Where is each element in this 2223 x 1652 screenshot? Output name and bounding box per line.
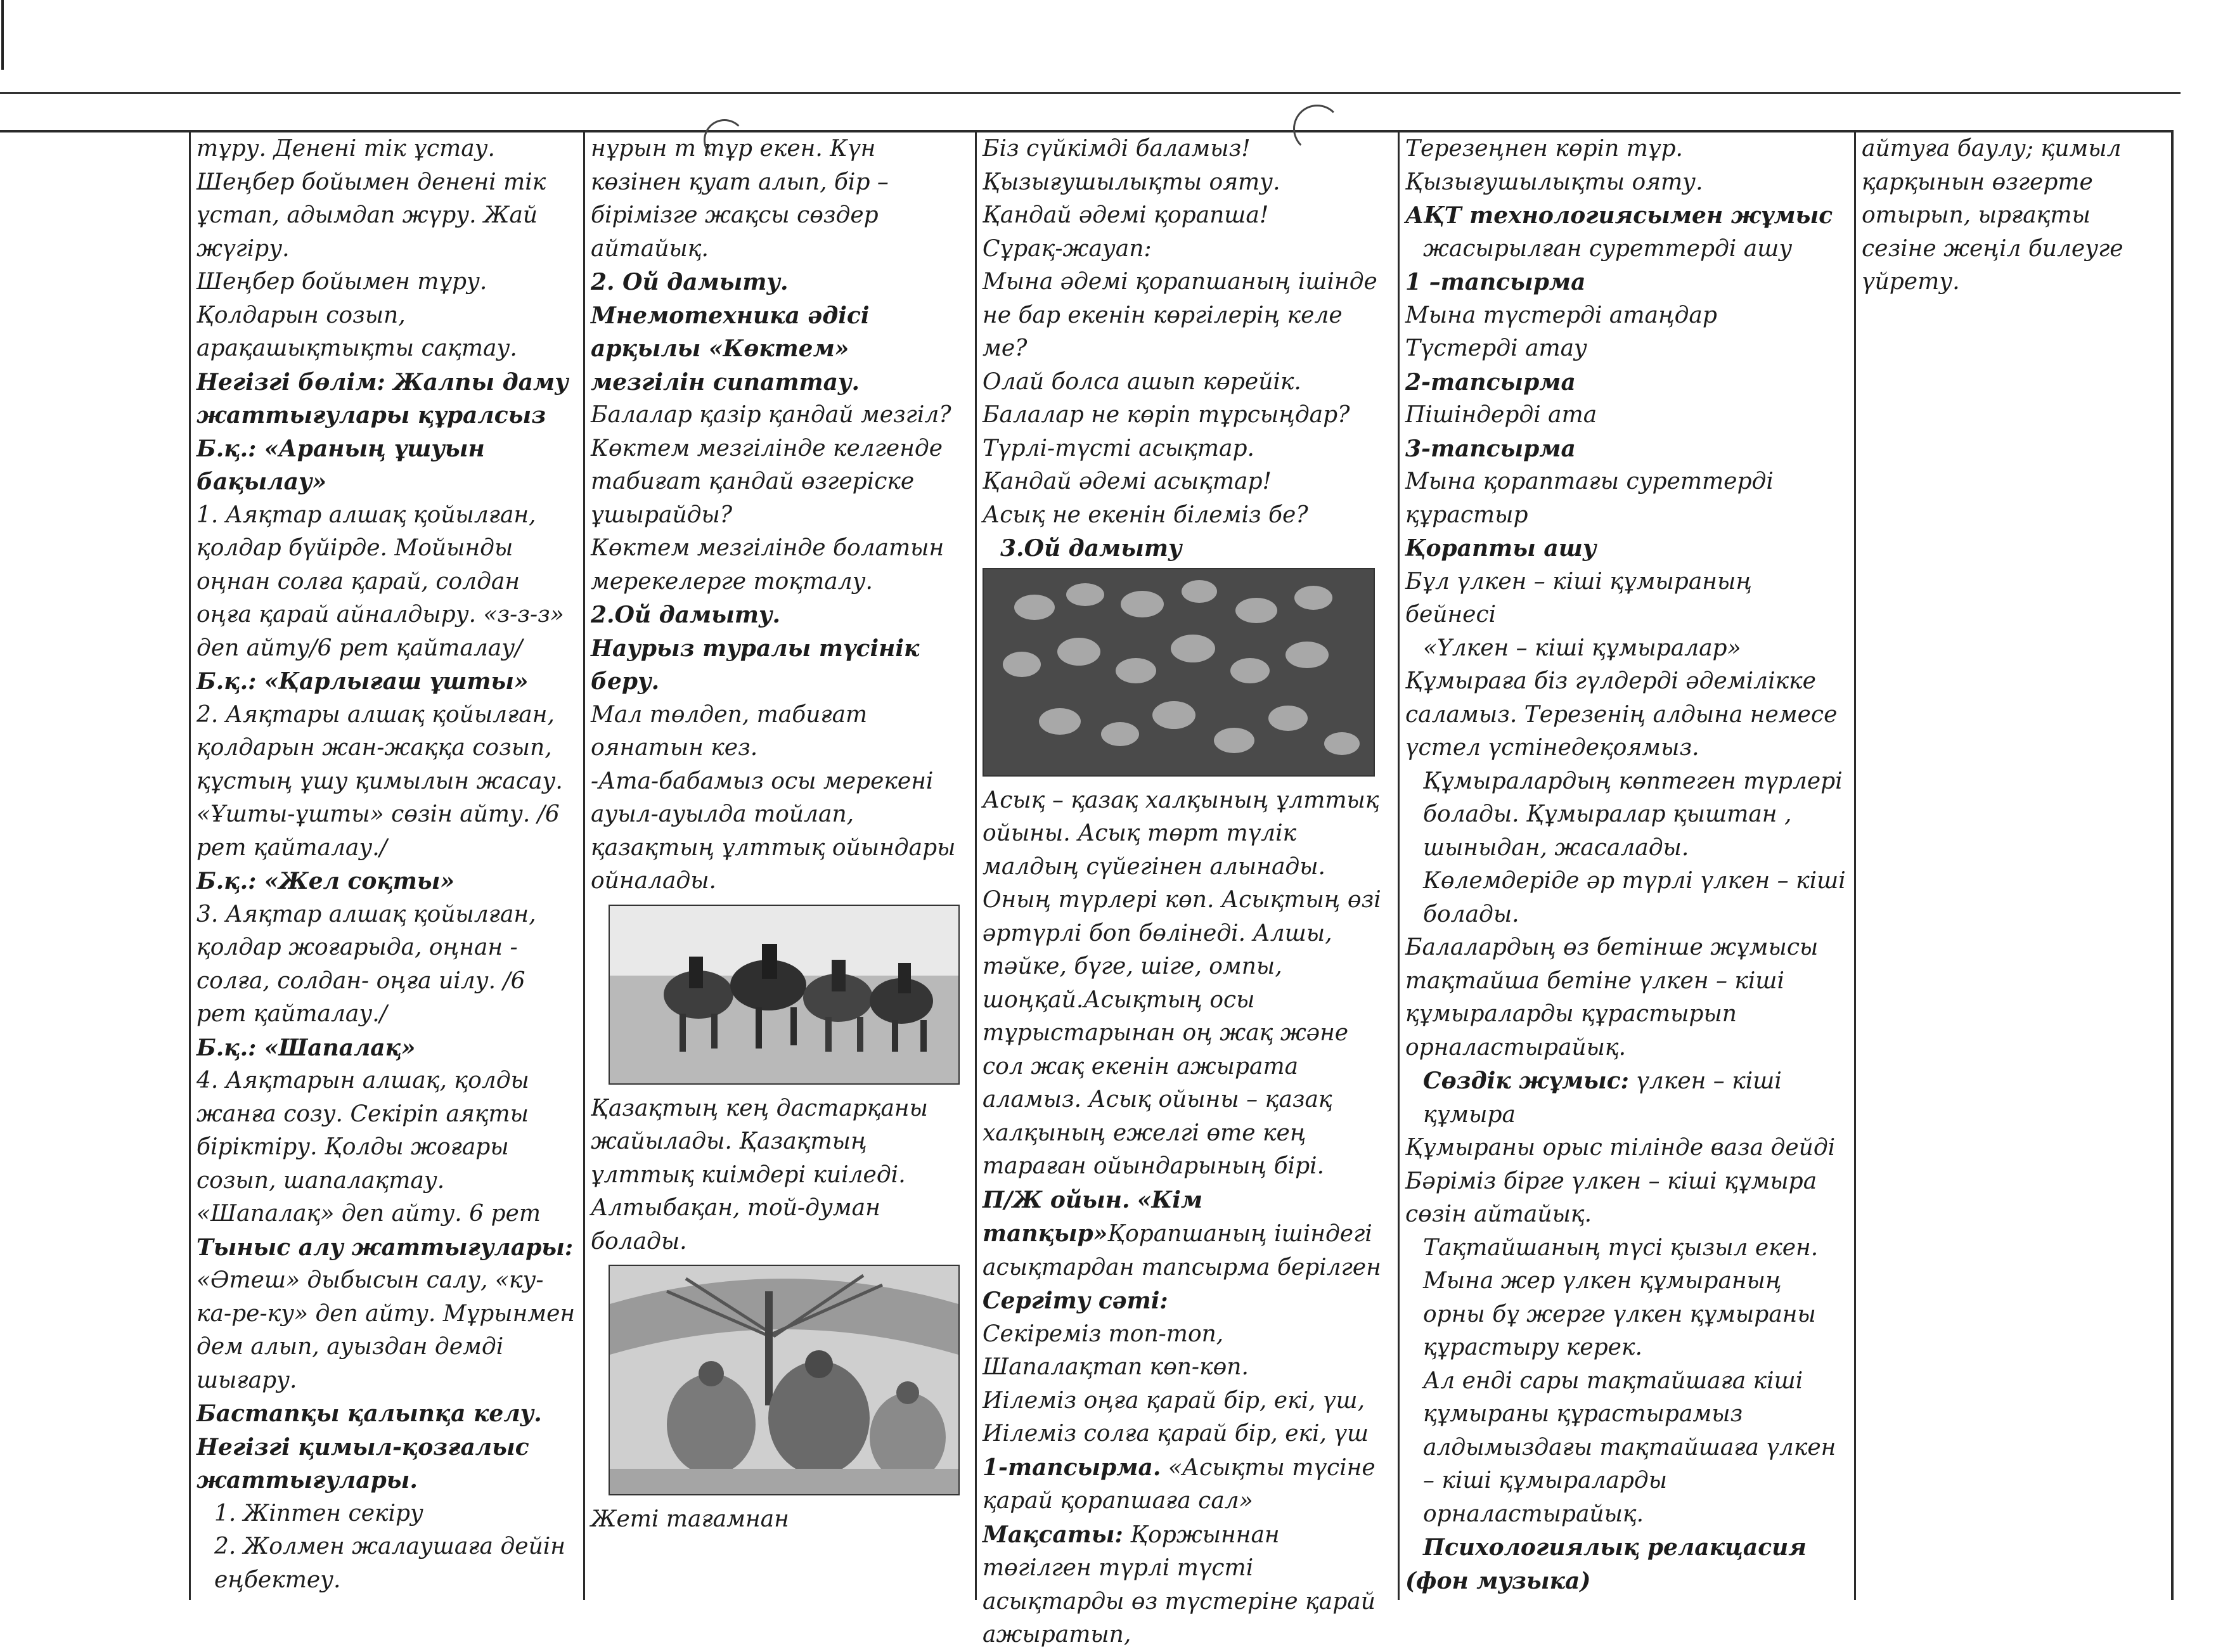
text-line: 2. Жолмен жалаушаға дейін еңбектеу. [214, 1533, 565, 1593]
scan-hole-mark [704, 119, 745, 161]
text-line: Балалар қазір қандай мезгіл? [591, 402, 951, 428]
text-line: 1. Аяқтар алшақ қойылған, қолдар бүйірде. Мойынды оңнан солға қарай, солдан оңға қарай айналдыру. «з-з-з» деп айту/6 рет қайталау/ [197, 501, 564, 661]
section-heading: 3.Ой дамыту [1000, 535, 1182, 562]
text-line: Қандай әдемі қорапша! [983, 202, 1269, 228]
text-line: Біз сүйкімді баламыз! [983, 136, 1251, 162]
text-line: Қоржыннан төгілген түрлі түсті асықтарды өз түстеріне қарай ажыратып, [983, 1521, 1376, 1648]
goal-label: Мақсаты: [983, 1521, 1123, 1548]
text-line: Терезеңнен көріп тұр. [1405, 136, 1683, 162]
text-line: Шеңбер бойымен тұру. Қолдарын созып, арақашықтықты сақтау. [197, 269, 517, 361]
text-line: Балалар не көріп тұрсыңдар? [983, 402, 1350, 428]
text-line: Қызығушылықты ояту. [983, 169, 1280, 195]
exercise-title: Б.қ.: «Араның ұшуын бақылау» [197, 435, 485, 495]
section-heading: (фон музыка) [1405, 1567, 1591, 1594]
game-title: «Кім тапқыр» [983, 1186, 1203, 1247]
text-line: Иілеміз оңға қарай бір, екі, үш, [983, 1387, 1365, 1414]
task-heading: 3-тапсырма [1405, 435, 1576, 462]
text-line: 2. Аяқтары алшақ қойылған, қолдарын жан-жаққа созып, құстың ұшу қимылын жасау. «Ұшты-ұшты» сөзін айту. /6 рет қайталау./ [197, 701, 563, 861]
text-line: Балалардың өз бетінше жұмысы тақтайша бетіне үлкен – кіші құмыраларды құрастырып орналастырайық. [1405, 934, 1819, 1061]
column-asyq [983, 132, 1388, 1648]
text-line: Қызығушылықты ояту. [1405, 169, 1703, 195]
text-line: жасырылған суреттерді ашу [1423, 235, 1793, 262]
text-line: Түстерді атау [1405, 335, 1587, 361]
text-line: Көктем мезгілінде келгенде табиғат қандай өзгеріске ұшырайды? [591, 435, 943, 528]
section-heading: АҚТ технологиясымен жұмыс [1405, 202, 1833, 229]
text-line: Құмыраны орыс тілінде ваза дейді Бәріміз бірге үлкен – кіші құмыра сөзін айтайық. [1405, 1135, 1836, 1227]
text-line: Шеңбер бойымен денені тік ұстап, адымдап жүру. Жай жүгіру. [197, 169, 546, 262]
text-line: Қорапшаның ішіндегі асықтардан тапсырма берілген [983, 1221, 1381, 1281]
text-line: -Ата-бабамыз осы мерекені ауыл-ауылда тойлап, қазақтың ұлттық ойындары ойналады. [591, 768, 956, 894]
header-rule [0, 92, 2181, 94]
section-heading: 2.Ой дамыту. [591, 602, 781, 628]
text-line: Ал енді сары тақтайшаға кіші құмыраны құрастырамыз алдымыздағы тақтайшаға үлкен – кіші құмыраларды орналастырайық. [1423, 1367, 1836, 1527]
text-line: Пішіндерді ата [1405, 402, 1597, 428]
section-heading: Қорапты ашу [1405, 535, 1597, 562]
asyq-bones-photo [983, 568, 1375, 777]
text-line: үлкен – кіші құмыра [1423, 1068, 1782, 1128]
scan-hole-mark [1293, 105, 1341, 153]
section-heading: Наурыз туралы түсінік беру. [591, 635, 920, 695]
text-line: Қандай әдемі асықтар! [983, 468, 1272, 494]
column-kumyra [1405, 132, 1849, 1600]
scan-edge-mark [1, 0, 4, 70]
exercise-title: Б.қ.: «Жел соқты» [197, 868, 454, 894]
text-line: Құмыралардың көптеген түрлері болады. Құмыралар қыштан , шыныдан, жасалады. Көлемдеріде әр түрлі үлкен – кіші болады. [1423, 768, 1846, 927]
kokpar-horse-riders-photo [609, 905, 960, 1085]
column-divider [189, 132, 191, 1600]
text-line: «Асықты түсіне қарай қорапшаға сал» [983, 1454, 1376, 1514]
section-heading: Тыныс алу жаттығулары: [197, 1234, 574, 1261]
task-heading: 2-тапсырма [1405, 368, 1576, 396]
column-divider [975, 132, 977, 1600]
section-heading: Негізгі бөлім: Жалпы даму жаттығулары құралсыз [197, 368, 569, 429]
text-line: Бұл үлкен – кіші құмыраның бейнесі [1405, 568, 1752, 628]
text-line: Олай болса ашып көрейік. [983, 368, 1301, 395]
lesson-plan-table [0, 130, 2174, 1648]
text-line: Шапалақтап көп-көп. [983, 1354, 1249, 1380]
column-warmup [197, 132, 577, 1600]
text-line: 4. Аяқтарын алшақ, қолды жанға созу. Секіріп аяқты біріктіру. Қолды жоғары созып, шапалақтау. «Шапалақ» деп айту. 6 рет [197, 1068, 541, 1227]
text-line: Сұрақ-жауап: [983, 235, 1152, 262]
text-line: «Әтеш» дыбысын салу, «ку-ка-ре-ку» деп айту. Мұрынмен дем алып, ауыздан демді шығару. [197, 1267, 576, 1393]
text-line: нұрын т тұр екен. Күн көзінен қуат алып, бір – бірімізге жақсы сөздер айтайық. [591, 136, 889, 262]
text-line: 3. Аяқтар алшақ қойылған, қолдар жоғарыда, оңнан - солға, солдан- оңға иілу. /6 рет қайталау./ [197, 901, 536, 1027]
text-line: Тақтайшаның түсі қызыл екен. Мына жер үлкен құмыраның орны бұ жерге үлкен құмыраны құрастыру керек. [1423, 1234, 1819, 1360]
section-heading: Психологиялық релакцасия [1423, 1534, 1807, 1561]
section-heading: Бастапқы қалыпқа келу. [197, 1400, 542, 1427]
text-line: Мына әдемі қорапшаның ішінде не бар екенін көргілерің келе ме? [983, 269, 1377, 361]
text-line: Мына қораптағы суреттерді құрастыр [1405, 468, 1774, 528]
nauryz-celebration-painting [609, 1265, 960, 1495]
column-nauryz [591, 132, 968, 1600]
column-divider [1854, 132, 1856, 1600]
game-label: П/Ж ойын. [983, 1186, 1130, 1213]
text-line: Мына түстерді атаңдар [1405, 302, 1717, 328]
exercise-title: Б.қ.: «Қарлығаш ұшты» [197, 668, 529, 695]
section-heading: Негізгі қимыл-қозғалыс жаттығулары. [197, 1433, 529, 1494]
text-line: Түрлі-түсті асықтар. [983, 435, 1254, 461]
text-line: Асық не екенін білеміз бе? [983, 501, 1308, 528]
text-line: Мал төлдеп, табиғат оянатын кез. [591, 701, 868, 761]
text-line: Көктем мезгілінде болатын мерекелерге тоқталу. [591, 535, 944, 595]
task-label: 1-тапсырма. [983, 1454, 1161, 1481]
column-goals [1862, 132, 2166, 1600]
text-line: Иілеміз солға қарай бір, екі, үш [983, 1421, 1369, 1447]
text-line: Құмыраға біз гүлдерді әдемілікке саламыз. Терезенің алдына немесе үстел үстінедеқоямыз. [1405, 668, 1838, 761]
text-line: Жеті тағамнан [591, 1506, 789, 1532]
section-heading: 2. Ой дамыту. [591, 269, 789, 295]
text-line: айтуға баулу; қимыл қарқынын өзгерте отырып, ырғақты сезіне жеңіл билеуге үйрету. [1862, 136, 2123, 295]
vocabulary-label: Сөздік жұмыс: [1423, 1068, 1629, 1094]
text-line: «Үлкен – кіші құмыралар» [1423, 635, 1741, 661]
text-line: Секіреміз топ-топ, [983, 1320, 1224, 1347]
text-line: 1. Жіптен секіру [214, 1500, 423, 1526]
section-heading: Мнемотехника әдісі арқылы «Көктем» мезгілін сипаттау. [591, 302, 870, 396]
text-line: Қазақтың кең дастарқаны жайылады. Қазақтың ұлттық киімдері киіледі. Алтыбақан, той-думан болады. [591, 1095, 928, 1255]
text-line: тұру. Денені тік ұстау. [197, 136, 495, 162]
text-line: Асық – қазақ халқының ұлттық ойыны. Асық төрт түлік малдың сүйегінен алынады. Оның түрлері көп. Асықтың өзі әртүрлі боп бөлінеді. Алшы, тәйке, бүге, шіге, омпы, шоңқай.Асықтың осы тұрыстарынан оң жақ және сол жақ екенін ажырата аламыз. Асық ойыны – қазақ халқының ежелгі өте кең тараған ойындарының бірі. [983, 787, 1381, 1179]
task-heading: 1 –тапсырма [1405, 269, 1586, 295]
column-divider [583, 132, 585, 1600]
column-divider [1398, 132, 1400, 1600]
section-heading: Сергіту сәті: [983, 1287, 1168, 1314]
exercise-title: Б.қ.: «Шапалақ» [197, 1034, 416, 1061]
